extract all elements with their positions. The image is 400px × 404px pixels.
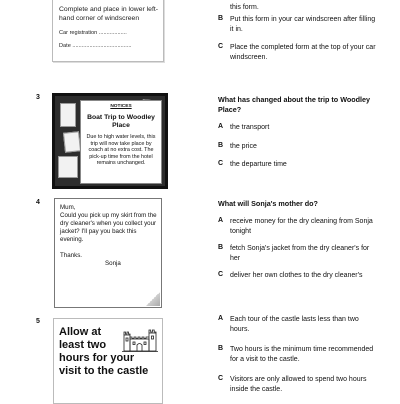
poster-line-2: least two <box>59 339 107 351</box>
q5-option-a-text: Each tour of the castle lasts less than two hours. <box>230 316 359 333</box>
form-date: Date ...................................... <box>59 43 132 49</box>
boat-trip-notice <box>80 100 162 184</box>
notice-body: Due to high water levels, this trip will now take place by coach at no extra cost. The pick-up time from the hotel remains unchanged. <box>86 134 156 167</box>
page-curl <box>146 292 160 306</box>
q5-option-c-text: Visitors are only allowed to spend two hours inside the castle. <box>230 376 367 393</box>
note-thanks: Thanks. <box>60 252 83 259</box>
q3-option-c-text: the departure time <box>230 161 287 168</box>
pinned-paper <box>63 131 81 153</box>
q2-option-b-letter: B <box>218 15 224 22</box>
notice-title: Boat Trip to Woodley Place <box>87 114 155 129</box>
q4-option-c-text: deliver her own clothes to the dry cleaner's <box>230 272 363 279</box>
q3-option-a-text: the transport <box>230 124 270 131</box>
q5-option-b-text: Two hours is the minimum time recommended for a visit to the castle. <box>230 346 374 363</box>
q4-option-c-letter: C <box>218 271 224 278</box>
q3-option-c-letter: C <box>218 160 224 167</box>
q3-option-b-text: the price <box>230 143 257 150</box>
q4-option-a-letter: A <box>218 217 224 224</box>
note-greeting: Mum, <box>60 204 76 211</box>
q5-option-c-letter: C <box>218 375 224 382</box>
q4-question: What will Sonja's mother do? <box>218 199 318 208</box>
castle-illustration <box>122 323 158 353</box>
q3-option-b-letter: B <box>218 142 224 149</box>
poster-line-3: hours for your <box>59 352 135 364</box>
q4-option-b-letter: B <box>218 244 224 251</box>
q2-option-a-tail: this form. <box>230 4 259 11</box>
poster-line-1: Allow at <box>59 326 102 338</box>
q3-number: 3 <box>36 94 40 101</box>
q3-option-a-letter: A <box>218 123 224 130</box>
pinned-paper <box>60 103 76 127</box>
q2-option-c-text: Place the completed form at the top of your car windscreen. <box>230 44 376 61</box>
pinned-paper <box>58 156 78 178</box>
parking-form-card <box>52 0 164 62</box>
q4-option-b-text: fetch Sonja's jacket from the dry cleaner's for her <box>230 245 370 262</box>
note-body: Could you pick up my skirt from the dry cleaner's when you collect your jacket? I'll pay you back this evening. <box>60 212 157 243</box>
note-signature: Sonja <box>105 260 121 267</box>
castle-poster <box>53 318 163 404</box>
q4-number: 4 <box>36 199 40 206</box>
form-car-registration: Car registration .................. <box>59 30 127 36</box>
q2-option-c-letter: C <box>218 43 224 50</box>
q5-option-a-letter: A <box>218 315 224 322</box>
q4-option-a-text: receive money for the dry cleaning from Sonja tonight <box>230 218 373 235</box>
q2-option-b-text: Put this form in your car windscreen after filling it in. <box>230 16 376 33</box>
q3-question: What has changed about the trip to Woodley Place? <box>218 95 371 114</box>
notice-header: NOTICES <box>110 104 132 109</box>
form-instruction: Complete and place in lower left-hand corner of windscreen <box>59 6 158 22</box>
poster-line-4: visit to the castle <box>59 365 149 377</box>
q5-number: 5 <box>36 318 40 325</box>
q5-option-b-letter: B <box>218 345 224 352</box>
